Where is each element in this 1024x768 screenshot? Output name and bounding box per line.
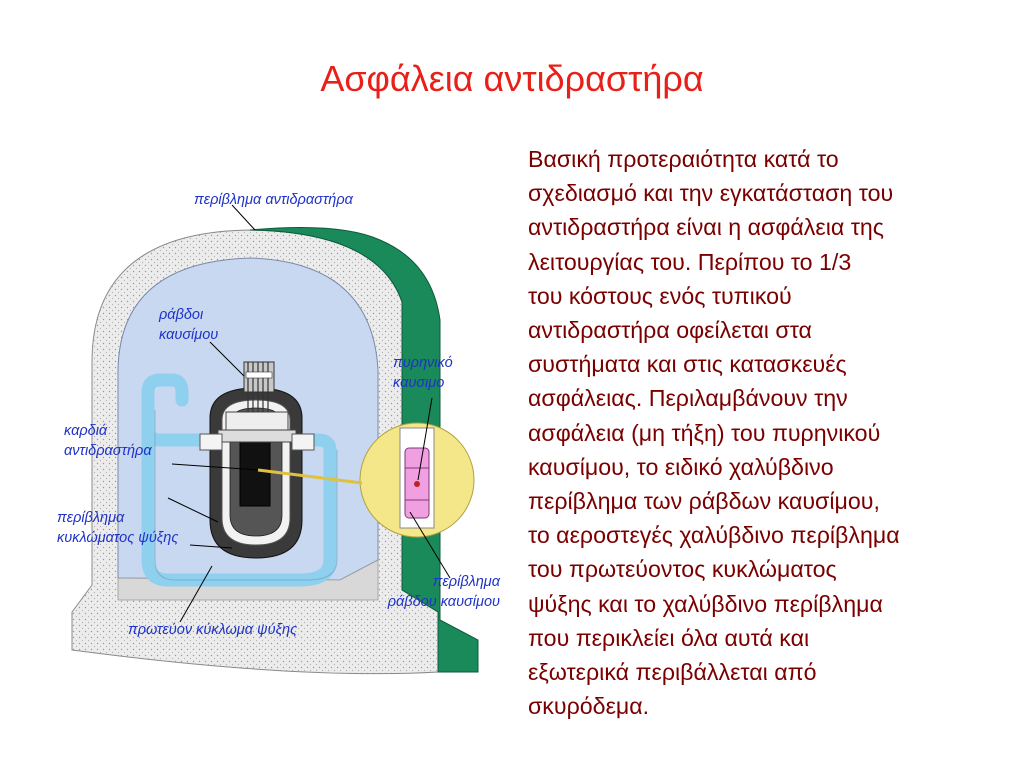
body-line: ασφάλειας. Περιλαμβάνουν την xyxy=(528,385,848,412)
body-line: του πρωτεύοντος κυκλώματος xyxy=(528,556,837,583)
label-nuclear-fuel: πυρηνικό καυσιμο xyxy=(393,355,453,391)
body-line: λειτουργίας του. Περίπου το 1/3 xyxy=(528,248,852,275)
body-line: του κόστους ενός τυπικού xyxy=(528,282,792,309)
body-line: αντιδραστήρα είναι η ασφάλεια της xyxy=(528,214,884,241)
body-line: καυσίμου, το ειδικό χαλύβδινο xyxy=(528,453,834,480)
body-line: το αεροστεγές χαλύβδινο περίβλημα xyxy=(528,522,900,549)
body-line: που περικλείει όλα αυτά και xyxy=(528,624,810,651)
label-cooling-circuit-enclosure: περίβλημα κυκλώματος ψύξης xyxy=(57,510,179,546)
body-line: ασφάλεια (μη τήξη) του πυρηνικού xyxy=(528,419,881,446)
label-reactor-enclosure: περίβλημα αντιδραστήρα xyxy=(194,192,353,208)
body-line: συστήματα και στις κατασκευές xyxy=(528,351,847,378)
label-primary-cooling-circuit: πρωτεύον κύκλωμα ψύξης xyxy=(128,622,298,638)
body-line: ψύξης και το χαλύβδινο περίβλημα xyxy=(528,590,883,617)
body-line: αντιδραστήρα οφείλεται στα xyxy=(528,317,812,344)
label-fuel-rods: ράβδοι καυσίμου xyxy=(159,307,219,343)
body-line: σκυρόδεμα. xyxy=(528,693,650,720)
label-reactor-core: καρδιά αντιδραστήρα xyxy=(64,423,152,459)
body-line: Βασική προτεραιότητα κατά το xyxy=(528,146,839,172)
slide-title: Ασφάλεια αντιδραστήρα xyxy=(320,58,704,99)
body-line: εξωτερικά περιβάλλεται από xyxy=(528,659,817,686)
body-line: περίβλημα των ράβδων καυσίμου, xyxy=(528,488,880,515)
body-line: σχεδιασμό και την εγκατάσταση του xyxy=(528,180,894,207)
label-fuel-rod-enclosure: περίβλημα ράβδου καυσίμου xyxy=(387,574,500,610)
